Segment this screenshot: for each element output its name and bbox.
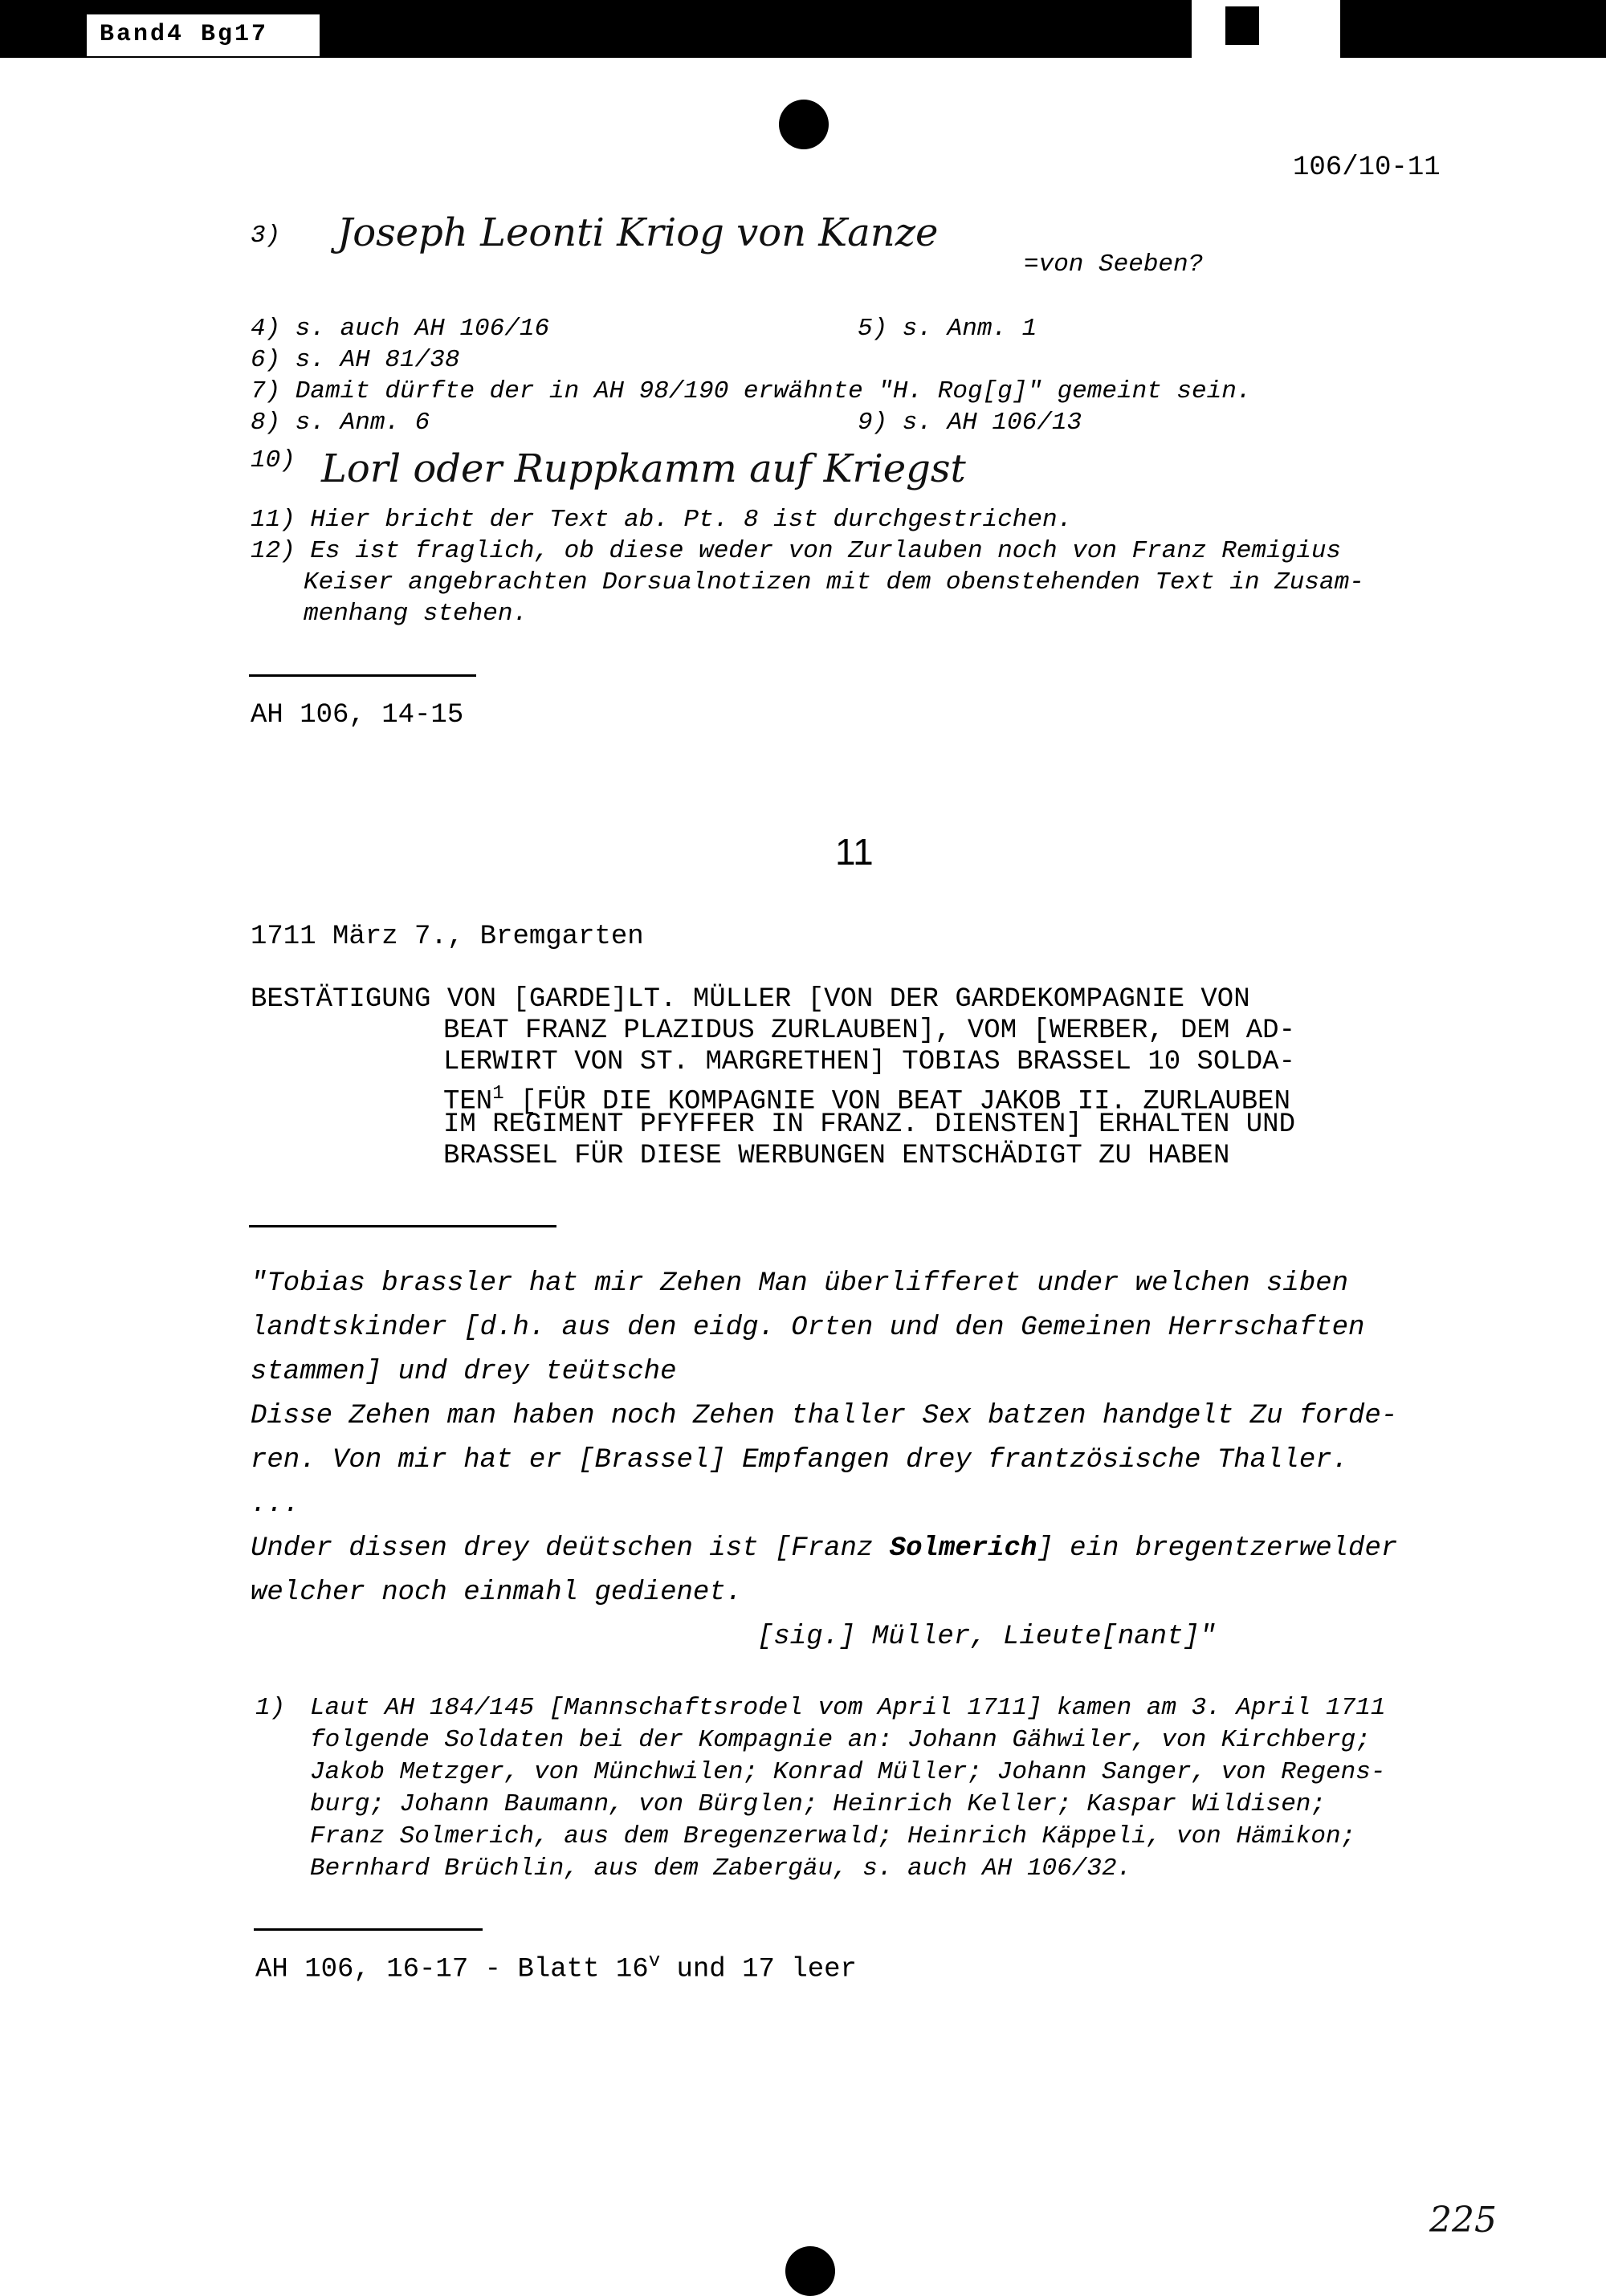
quote-line-7-end: ] ein bregentzerwelder	[1037, 1533, 1398, 1564]
regest-line-3: LERWIRT VON ST. MARGRETHEN] TOBIAS BRASSEL 10 SOLDA-	[443, 1047, 1295, 1077]
note-10-label: 10)	[251, 446, 296, 474]
verso-marker: v	[648, 1951, 661, 1972]
quote-line-1: "Tobias brassler hat mir Zehen Man überlifferet under welchen siben	[251, 1268, 1349, 1299]
note-3-suffix: =von Seeben?	[1024, 250, 1204, 279]
footnote-1-line-3: Jakob Metzger, von Münchwilen; Konrad Müller; Johann Sanger, von Regens-	[310, 1758, 1386, 1786]
quote-ellipsis: ...	[251, 1489, 300, 1520]
note-10-handwriting: Lorl oder Ruppkamm auf Kriegst	[321, 446, 966, 491]
note-7: 7) Damit dürfte der in AH 98/190 erwähnte "H. Rog[g]" gemeint sein.	[251, 377, 1252, 405]
note-3-label: 3)	[251, 222, 281, 250]
footer-reference-start: AH 106, 16-17 - Blatt 16	[255, 1954, 649, 1985]
note-3-handwriting: Joseph Leonti Kriog von Kanze	[337, 210, 939, 255]
footnote-1-line-6: Bernhard Brüchlin, aus dem Zabergäu, s. auch AH 106/32.	[310, 1854, 1132, 1883]
band-label: Band4 Bg17	[100, 21, 269, 48]
footer-reference-end: und 17 leer	[660, 1954, 857, 1985]
note-12-line-2: Keiser angebrachten Dorsualnotizen mit dem obenstehenden Text in Zusam-	[304, 568, 1364, 596]
note-6: 6) s. AH 81/38	[251, 346, 460, 374]
footer-reference	[255, 1951, 857, 1985]
page-reference: 106/10-11	[1293, 153, 1441, 183]
divider	[254, 1928, 483, 1931]
footnote-1-line-1: Laut AH 184/145 [Mannschaftsrodel vom April 1711] kamen am 3. April 1711	[310, 1694, 1386, 1722]
punch-hole-bottom	[785, 2246, 835, 2296]
quote-line-3: stammen] und drey teütsche	[251, 1357, 677, 1387]
divider	[249, 1225, 556, 1227]
quote-line-7	[251, 1533, 1397, 1564]
note-8: 8) s. Anm. 6	[251, 409, 430, 437]
footnote-1-line-5: Franz Solmerich, aus dem Bregenzerwald; Heinrich Käppeli, von Hämikon;	[310, 1822, 1356, 1850]
handwritten-page-number: 225	[1429, 2200, 1497, 2241]
regest-line-1: BESTÄTIGUNG VON [GARDE]LT. MÜLLER [VON DER GARDEKOMPAGNIE VON	[251, 984, 1250, 1015]
document-number: 11	[835, 831, 874, 873]
divider	[249, 674, 476, 677]
regest-line-4-start: TEN	[443, 1086, 493, 1117]
footnote-1-label: 1)	[255, 1694, 286, 1722]
band-label-box	[87, 14, 320, 56]
footnote-marker-1: 1	[492, 1083, 504, 1105]
punch-hole-top	[779, 100, 829, 149]
regest-line-4-end: [FÜR DIE KOMPAGNIE VON BEAT JAKOB II. ZURLAUBEN	[503, 1086, 1290, 1117]
footnote-1-line-2: folgende Soldaten bei der Kompagnie an: Johann Gähwiler, von Kirchberg;	[310, 1726, 1371, 1754]
regest-line-6: BRASSEL FÜR DIESE WERBUNGEN ENTSCHÄDIGT ZU HABEN	[443, 1141, 1230, 1171]
note-4: 4) s. auch AH 106/16	[251, 315, 550, 343]
note-12-line-1: 12) Es ist fraglich, ob diese weder von Zurlauben noch von Franz Remigius	[251, 537, 1342, 565]
quote-line-5: ren. Von mir hat er [Brassel] Empfangen drey frantzösische Thaller.	[251, 1445, 1349, 1476]
signature-line: [sig.] Müller, Lieute[nant]"	[757, 1622, 1217, 1652]
note-5: 5) s. Anm. 1	[858, 315, 1037, 343]
note-11: 11) Hier bricht der Text ab. Pt. 8 ist durchgestrichen.	[251, 506, 1073, 534]
quote-line-8: welcher noch einmahl gedienet.	[251, 1577, 743, 1608]
date-place: 1711 März 7., Bremgarten	[251, 922, 644, 952]
footnote-1-line-4: burg; Johann Baumann, von Bürglen; Heinrich Keller; Kaspar Wildisen;	[310, 1790, 1327, 1818]
regest-line-5: IM REGIMENT PFYFFER IN FRANZ. DIENSTEN] ERHALTEN UND	[443, 1109, 1295, 1140]
note-9: 9) s. AH 106/13	[858, 409, 1082, 437]
regest-line-2: BEAT FRANZ PLAZIDUS ZURLAUBEN], VOM [WERBER, DEM AD-	[443, 1016, 1295, 1046]
scan-border-gap	[1192, 0, 1340, 58]
name-solmerich: Solmerich	[889, 1533, 1037, 1564]
registration-mark	[1225, 6, 1259, 45]
quote-line-7-start: Under dissen drey deütschen ist [Franz	[251, 1533, 890, 1564]
quote-line-2: landtskinder [d.h. aus den eidg. Orten und den Gemeinen Herrschaften	[251, 1313, 1365, 1343]
quote-line-4: Disse Zehen man haben noch Zehen thaller Sex batzen handgelt Zu forde-	[251, 1401, 1398, 1431]
note-12-line-3: menhang stehen.	[304, 600, 528, 628]
source-reference: AH 106, 14-15	[251, 700, 464, 731]
